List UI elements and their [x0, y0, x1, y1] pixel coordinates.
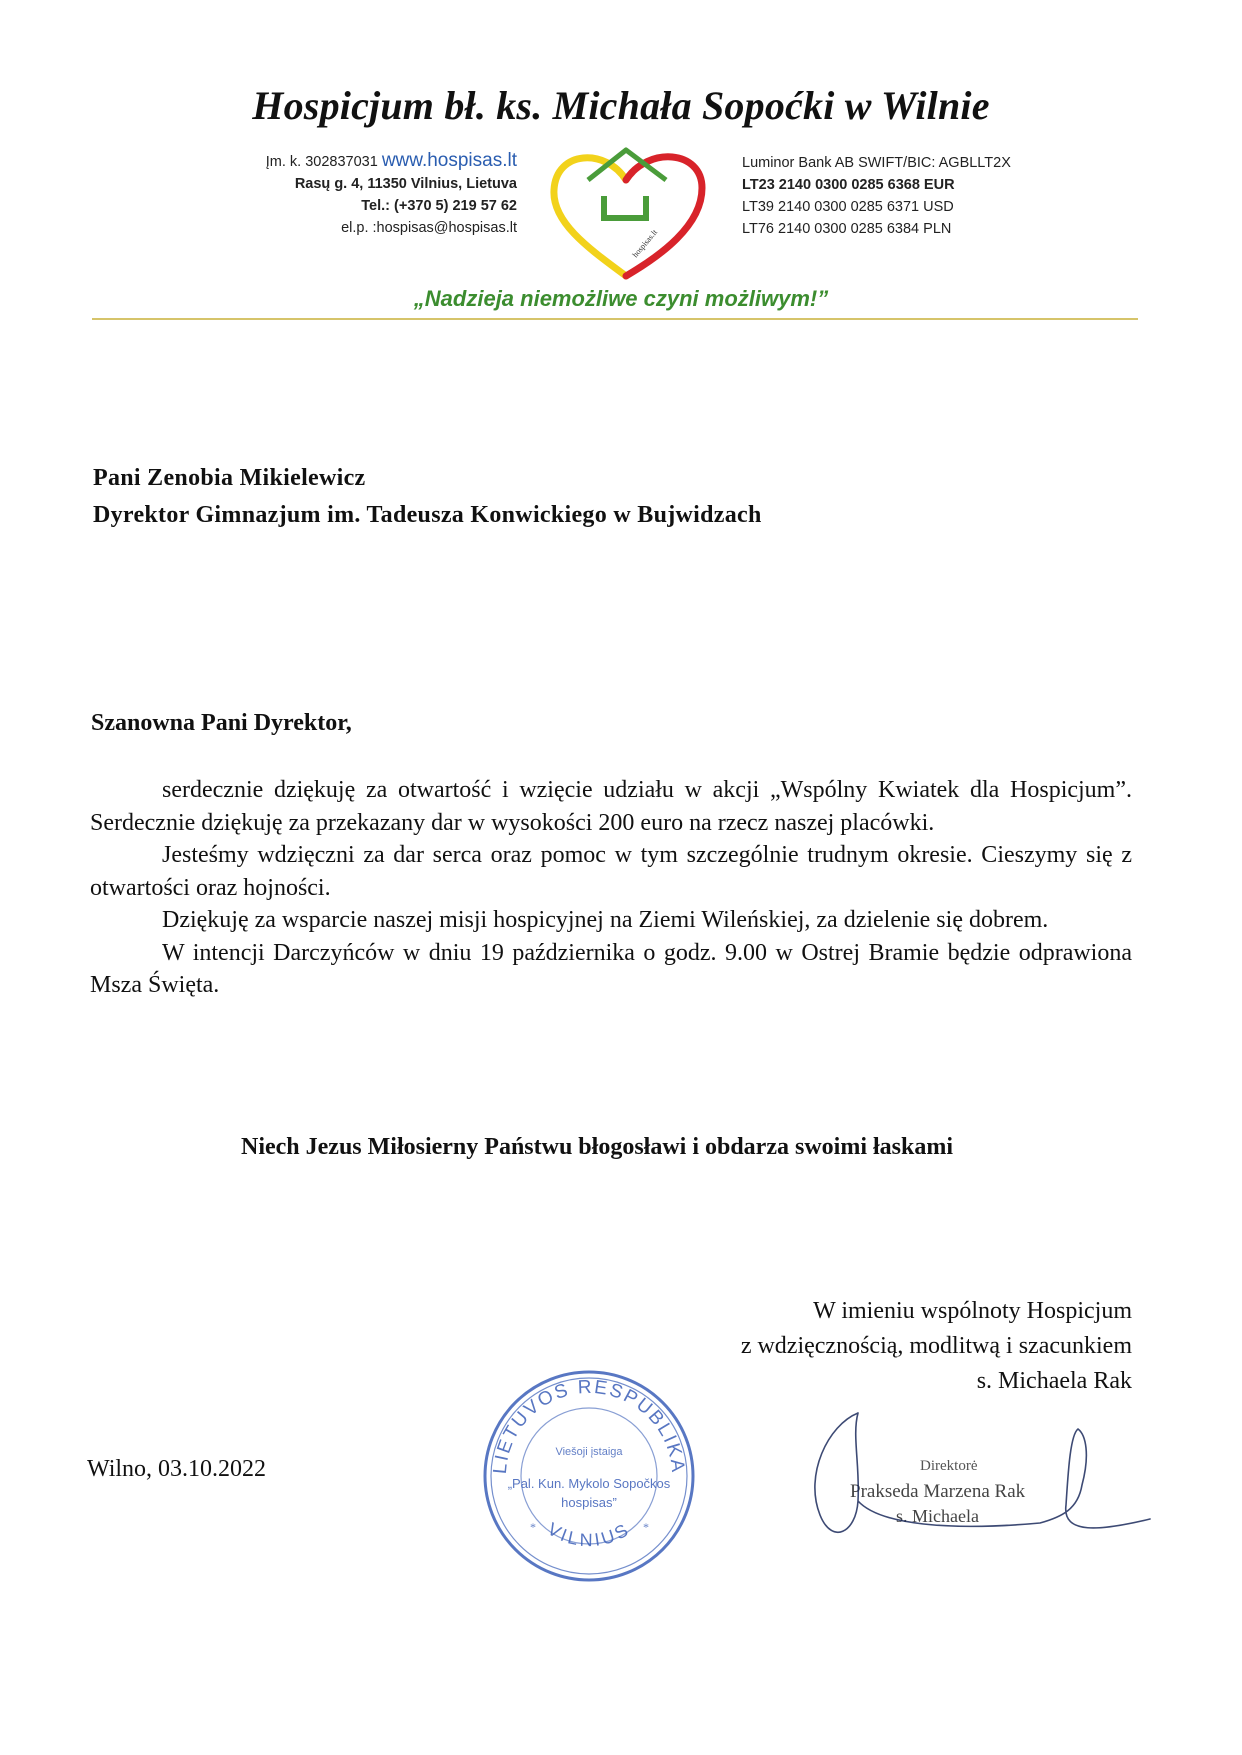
- account-eur: LT23 2140 0300 0285 6368 EUR: [742, 177, 955, 193]
- bank-swift: Luminor Bank AB SWIFT/BIC: AGBLLT2X: [742, 155, 1011, 171]
- paragraph-3: Dziękuję za wsparcie naszej misji hospicyjnej na Ziemi Wileńskiej, za dzielenie się dobrem.: [162, 907, 1049, 933]
- signoff-line-3: s. Michaela Rak: [976, 1368, 1132, 1394]
- signoff-line-2: z wdzięcznością, modlitwą i szacunkiem: [740, 1333, 1132, 1359]
- logo-caption: hospisas.lt: [630, 227, 660, 260]
- reg-code: Įm. k. 302837031: [265, 154, 382, 170]
- closing-blessing: Niech Jezus Miłosierny Państwu błogosławi i obdarza swoimi łaskami: [240, 1134, 954, 1160]
- letter-body: [90, 774, 1132, 1002]
- signoff-block: [741, 1294, 1132, 1399]
- letterhead-bank: [742, 152, 1011, 240]
- phone: Tel.: (+370 5) 219 57 62: [361, 198, 517, 214]
- hospice-heart-logo: [548, 140, 708, 285]
- handwritten-signature: [815, 1413, 1150, 1532]
- place-date: Wilno, 03.10.2022: [87, 1456, 267, 1482]
- stamp-ring-bottom: VILNIUS: [544, 1518, 634, 1551]
- stamp-line-2: „Pal. Kun. Mykolo Sopočkos: [507, 1476, 671, 1491]
- reg-code-line: [266, 150, 517, 173]
- stamp-ring-top: LIETUVOS RESPUBLIKA: [489, 1376, 689, 1475]
- signoff-line-1: W imieniu wspólnoty Hospicjum: [813, 1298, 1132, 1324]
- motto: „Nadzieja niemożliwe czyni możliwym!”: [413, 286, 829, 311]
- website-link[interactable]: www.hospisas.lt: [381, 150, 517, 171]
- org-title: Hospicjum bł. ks. Michała Sopoćki w Wilnie: [252, 83, 990, 128]
- paragraph-2: Jesteśmy wdzięczni za dar serca oraz pomoc w tym szczególnie trudnym okresie. Cieszymy się z otwartości oraz hojności.: [90, 842, 1132, 901]
- salutation: Szanowna Pani Dyrektor,: [91, 710, 352, 736]
- stamp-star-right: *: [643, 1520, 649, 1534]
- sig-stamp-line-1: Direktorė: [920, 1458, 978, 1474]
- addressee-title: Dyrektor Gimnazjum im. Tadeusza Konwickiego w Bujwidzach: [93, 502, 762, 528]
- svg-text:VILNIUS: [544, 1519, 634, 1550]
- account-usd: LT39 2140 0300 0285 6371 USD: [742, 199, 954, 215]
- paragraph-4: W intencji Darczyńców w dniu 19 października o godz. 9.00 w Ostrej Bramie będzie odprawiona Msza Święta.: [90, 939, 1132, 998]
- signature-block: [800, 1405, 1160, 1595]
- addressee-name: Pani Zenobia Mikielewicz: [93, 465, 366, 491]
- paragraph-1: serdecznie dziękuję za otwartość i wzięcie udziału w akcji „Wspólny Kwiatek dla Hospicjum”. Serdecznie dziękuję za przekazany dar w wysokości 200 euro na rzecz naszej placówki.: [90, 777, 1132, 836]
- addressee-block: [93, 460, 762, 534]
- sig-stamp-line-2: Prakseda Marzena Rak: [850, 1481, 1026, 1502]
- official-stamp: [478, 1365, 700, 1587]
- letterhead-contact: [266, 150, 517, 239]
- email: el.p. :hospisas@hospisas.lt: [341, 220, 517, 236]
- sig-stamp-line-3: s. Michaela: [896, 1506, 979, 1526]
- stamp-line-3: hospisas”: [561, 1495, 617, 1510]
- svg-text:LIETUVOS RESPUBLIKA: [490, 1377, 688, 1475]
- address: Rasų g. 4, 11350 Vilnius, Lietuva: [294, 176, 517, 192]
- stamp-line-1: Viešoji įstaiga: [555, 1446, 623, 1458]
- account-pln: LT76 2140 0300 0285 6384 PLN: [742, 221, 952, 237]
- stamp-star-left: *: [530, 1520, 536, 1534]
- header-divider: [92, 318, 1138, 320]
